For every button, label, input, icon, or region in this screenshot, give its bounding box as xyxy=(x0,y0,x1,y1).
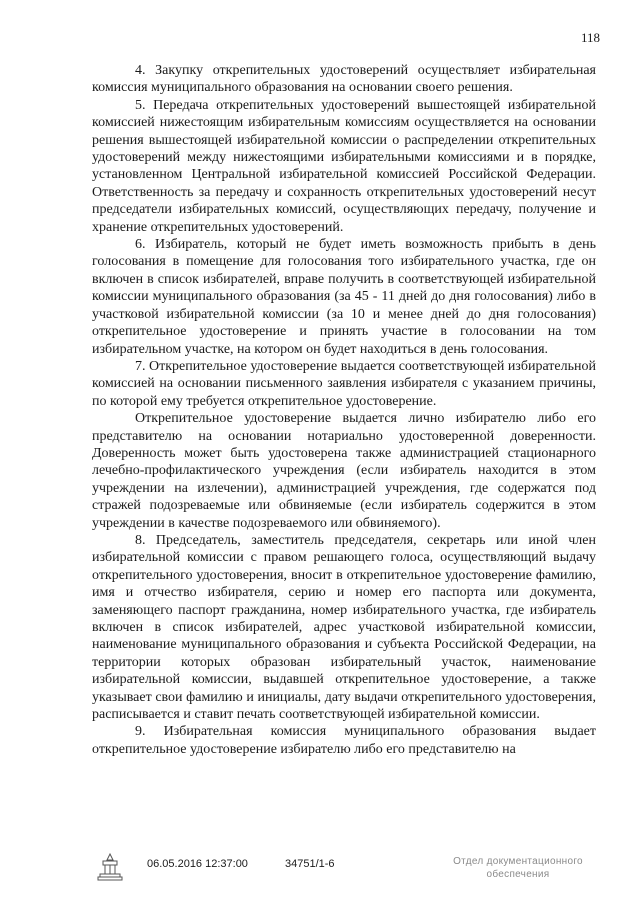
paragraph-8: 8. Председатель, заместитель председателя, секретарь или иной член избирательной комиссии с правом решающего голоса, осуществляющий выдачу открепительного удостоверения, вносит в открепительное удостоверение фамилию, имя и отчество избирателя, серию и номер его паспорта или документа, заменяющего паспорт гражданина, номер избирательного участка, где избиратель включен в список избирателей, адрес участковой избирательной комиссии, наименование муниципального образования и субъекта Российской Федерации, на территории которых образован избирательный участок, наименование избирательной комиссии, выдавшей открепительное удостоверение, а также указывает свои фамилию и инициалы, дату выдачи открепительного удостоверения, расписывается и ставит печать соответствующей избирательной комиссии. xyxy=(92,532,596,723)
page-footer xyxy=(0,848,640,905)
paragraph-5: 5. Передача открепительных удостоверений вышестоящей избирательной комиссией нижестоящим избирательным комиссиям осуществляется на основании решения вышестоящей избирательной комиссии о распределении открепительных удостоверений между нижестоящими избирательными комиссиями и в порядке, установленном Центральной избирательной комиссией Российской Федерации. Ответственность за передачу и сохранность открепительных удостоверений несут председатели избирательных комиссий, осуществляющих передачу, получение и хранение открепительных удостоверений. xyxy=(92,97,596,235)
department-stamp xyxy=(448,855,588,881)
stamp-line-2: обеспечения xyxy=(486,869,550,880)
document-body xyxy=(92,62,596,758)
paragraph-7-continued: Открепительное удостоверение выдается лично избирателю либо его представителю на основании нотариально удостоверенной доверенности. Доверенность может быть удостоверена также администрацией стационарного лечебно-профилактического учреждения (если избиратель находится в этом учреждении на излечении), администрацией учреждения, где содержатся под стражей подозреваемые или обвиняемые (если избиратель содержится в этом учреждении в качестве подозреваемого или обвиняемого). xyxy=(92,411,596,531)
emblem-icon xyxy=(96,852,124,882)
paragraph-4: 4. Закупку открепительных удостоверений осуществляет избирательная комиссия муниципального образования на основании своего решения. xyxy=(92,63,596,96)
paragraph-6: 6. Избиратель, который не будет иметь возможность прибыть в день голосования в помещение для голосования того избирательного участка, где он включен в список избирателей, вправе получить в соответствующей избирательной комиссии муниципального образования (за 45 - 11 дней до дня голосования) либо в участковой избирательной комиссии (за 10 и менее дней до дня голосования) открепительное удостоверение и принять участие в голосовании на том избирательном участке, на котором он будет находиться в день голосования. xyxy=(92,237,596,357)
paragraph-9: 9. Избирательная комиссия муниципального образования выдает открепительное удостоверение избирателю либо его представителю на xyxy=(92,724,596,757)
footer-document-number: 34751/1-6 xyxy=(285,858,335,870)
page-number: 118 xyxy=(580,30,600,45)
paragraph-7: 7. Открепительное удостоверение выдается соответствующей избирательной комиссией на основании письменного заявления избирателя с указанием причины, по которой ему требуется открепительное удостоверение. xyxy=(92,358,596,409)
stamp-line-1: Отдел документационного xyxy=(453,856,583,867)
footer-date: 06.05.2016 12:37:00 xyxy=(147,858,248,870)
